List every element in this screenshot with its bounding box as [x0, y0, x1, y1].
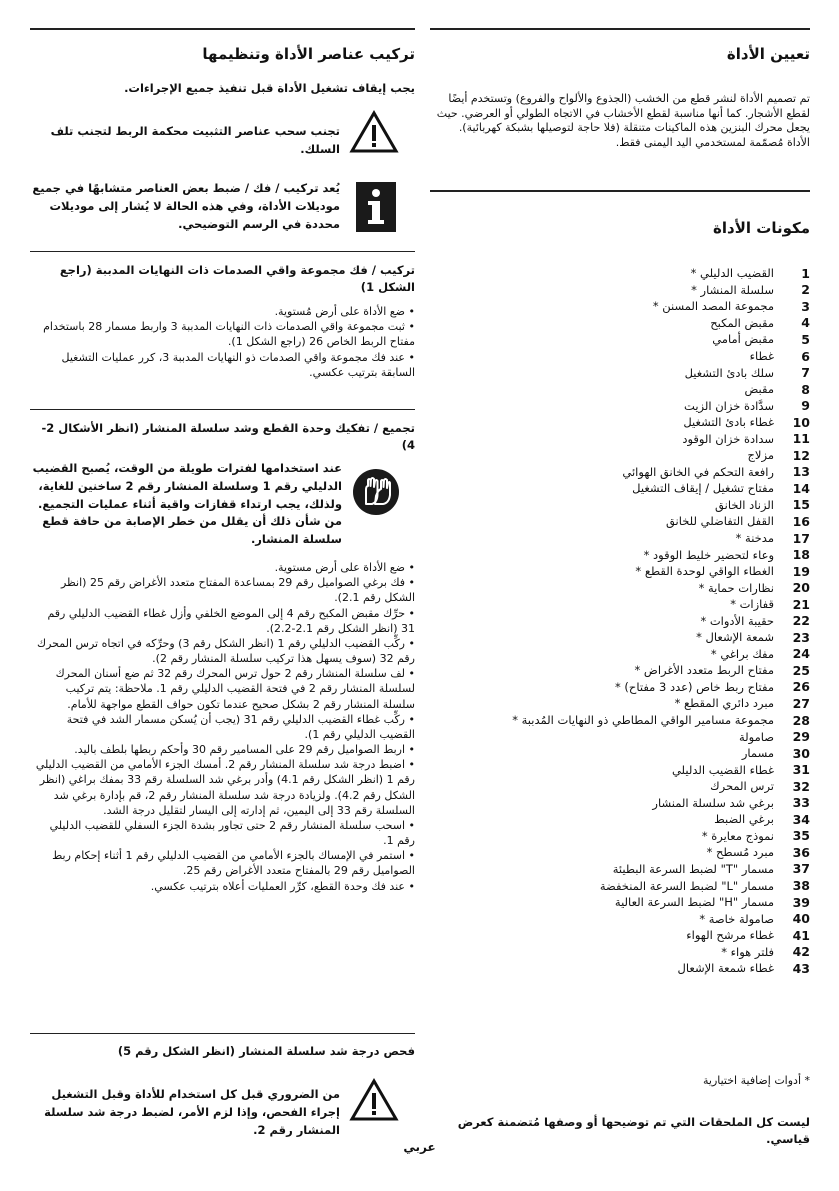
- component-number: 34: [792, 811, 810, 827]
- component-label: مقبض المكبح: [710, 315, 774, 330]
- component-item: [430, 464, 810, 481]
- component-label: مسمار "L" لضبط السرعة المنخفضة: [599, 878, 774, 893]
- divider-section1: [30, 251, 415, 252]
- purpose-title: تعيين الأداة: [726, 45, 810, 63]
- component-item: [430, 877, 810, 894]
- component-item: [430, 662, 810, 679]
- component-number: 18: [792, 547, 810, 563]
- component-item: [430, 381, 810, 398]
- component-label: مبرد دائري المقطع *: [674, 696, 774, 711]
- component-label: برغي الضبط: [714, 812, 774, 827]
- component-item: [430, 612, 810, 629]
- component-label: غطاء بادئ التشغيل: [683, 415, 774, 430]
- component-number: 35: [792, 828, 810, 844]
- purpose-paragraph: الأداة مُصمّمة لمستخدمي اليد اليمنى فقط.: [615, 135, 810, 149]
- component-label: مفتاح تشغيل / إيقاف التشغيل: [632, 481, 774, 496]
- component-number: 10: [792, 414, 810, 430]
- bullet-item: • ثبت مجموعة واقي الصدمات ذات النهايات المدببة 3 واربط مسمار 28 باستخدام مفتاح الربط الخاص 26 (راجع الشكل 1).: [30, 319, 415, 349]
- info-icon: [356, 182, 396, 232]
- component-number: 21: [792, 596, 810, 612]
- component-item: [430, 348, 810, 365]
- component-item: [430, 761, 810, 778]
- component-number: 20: [792, 580, 810, 596]
- warning-note-1: تجنب سحب عناصر التثبيت محكمة الربط لتجنب تلف السلك.: [50, 124, 340, 156]
- component-item: [430, 844, 810, 861]
- component-item: [430, 579, 810, 596]
- component-item: [430, 910, 810, 927]
- component-label: مسمار: [741, 746, 774, 761]
- warning-triangle-icon: [349, 1078, 399, 1122]
- divider-section2: [30, 409, 415, 410]
- component-number: 38: [792, 878, 810, 893]
- component-item: [430, 331, 810, 348]
- top-rule-left: [30, 28, 415, 30]
- component-item: [430, 646, 810, 663]
- component-number: 41: [792, 927, 810, 943]
- component-number: 2: [801, 282, 810, 298]
- divider-section3: [30, 1033, 415, 1034]
- component-item: [430, 861, 810, 878]
- component-item: [430, 298, 810, 315]
- component-number: 12: [792, 447, 810, 463]
- bullet-item: • لف سلسلة المنشار رقم 2 حول ترس المحرك رقم 32 ثم ضع أسنان المحرك لسلسلة المنشار رقم 2 في فتحة القضيب الدليلي رقم 1. ملاحظة: يتم تركيب سلسلة المنشار رقم 2 بشكل صحيح عندما تكون حواف القطع مواجهة للأمام.: [30, 666, 415, 712]
- component-label: سلك بادئ التشغيل: [684, 365, 774, 380]
- component-number: 8: [801, 381, 810, 397]
- component-label: مجموعة مسامير الواقي المطاطي ذو النهايات المُدببة *: [512, 713, 774, 728]
- section1-title: تركيب / فك مجموعة واقي الصدمات ذات النهايات المدببة (راجع الشكل 1): [59, 263, 415, 294]
- component-label: فلتر هواء *: [721, 944, 774, 959]
- component-number: 32: [792, 778, 810, 794]
- section2-title: تجميع / تفكيك وحدة القطع وشد سلسلة المنشار (انظر الأشكال 2-4): [41, 421, 415, 452]
- component-label: قفازات *: [730, 597, 774, 612]
- component-number: 42: [792, 944, 810, 960]
- warning-note-2: من الضروري قبل كل استخدام للأداة وقبل التشغيل إجراء الفحص، وإذا لزم الأمر، لضبط درجة شد سلسلة المنشار رقم 2.: [44, 1087, 340, 1137]
- components-list: [430, 265, 810, 977]
- component-item: [430, 728, 810, 745]
- bullet-item: • ركِّب القضيب الدليلي رقم 1 (انظر الشكل رقم 3) وحرِّكه في اتجاه ترس المحرك رقم 32 (سوف يسهل هذا تركيب سلسلة المنشار رقم 2).: [30, 636, 415, 666]
- component-label: حقيبة الأدوات *: [700, 613, 774, 628]
- component-item: [430, 480, 810, 497]
- component-item: [430, 894, 810, 911]
- component-item: [430, 960, 810, 977]
- component-label: مسمار "H" لضبط السرعة العالية: [614, 895, 774, 910]
- component-label: مزلاج: [747, 448, 774, 463]
- component-item: [430, 414, 810, 431]
- component-label: مسمار "T" لضبط السرعة البطيئة: [612, 861, 774, 876]
- component-item: [430, 943, 810, 960]
- component-number: 25: [792, 662, 810, 678]
- components-title: مكونات الأداة: [713, 219, 810, 237]
- component-label: سلسلة المنشار *: [691, 282, 774, 297]
- purpose-paragraph: تم تصميم الأداة لنشر قطع من الخشب (الجذوع والألواح والفروع) وتستخدم أيضًا لقطع الأشجار. كما أنها مناسبة لقطع الأخشاب في الاتجاه الطولي أو العرضي. حيث يجعل محرك البنزين هذه الماكينات متنقلة (فلا حاجة لتوصيلها بشبكة كهربائية).: [436, 92, 810, 135]
- component-label: مفتاح ربط خاص (عدد 3 مفتاح) *: [615, 679, 774, 694]
- bullet-item: • ركِّب غطاء القضيب الدليلي رقم 31 (يجب أن يُسكن مسمار الشد في فتحة القضيب الدليلي رقم 1).: [30, 712, 415, 742]
- component-label: القضيب الدليلي *: [690, 266, 774, 281]
- component-item: [430, 811, 810, 828]
- component-number: 1: [801, 265, 810, 281]
- component-label: وعاء لتحضير خليط الوقود *: [643, 547, 774, 562]
- component-label: غطاء القضيب الدليلي: [671, 762, 774, 777]
- assembly-intro: يجب إيقاف تشغيل الأداة قبل تنفيذ جميع الإجراءات.: [124, 81, 415, 95]
- section3-title: فحص درجة شد سلسلة المنشار (انظر الشكل رقم 5): [117, 1044, 415, 1058]
- component-item: [430, 447, 810, 464]
- component-label: الزناد الخانق: [715, 497, 774, 512]
- bullet-item: • عند فك مجموعة واقي الصدمات ذو النهايات المدببة 3، كرر عمليات التشغيل السابقة بترتيب عكسي.: [30, 350, 415, 380]
- optional-note: * أدوات إضافية اختيارية: [702, 1074, 810, 1087]
- component-label: القفل التفاضلي للخانق: [665, 514, 774, 529]
- section1-bullets: [30, 304, 415, 380]
- component-item: [430, 397, 810, 414]
- component-item: [430, 745, 810, 762]
- bullet-item: • اربط الصواميل رقم 29 على المسامير رقم 30 وأحكم ربطها بلطف باليد.: [30, 742, 415, 757]
- divider-components: [430, 190, 810, 192]
- footer-language: عربي: [403, 1140, 436, 1154]
- component-label: مقبض أمامي: [712, 332, 774, 347]
- component-item: [430, 778, 810, 795]
- component-number: 13: [792, 464, 810, 480]
- component-number: 9: [801, 398, 810, 414]
- component-item: [430, 828, 810, 845]
- component-label: صامولة: [738, 729, 774, 744]
- component-number: 22: [792, 613, 810, 629]
- component-number: 26: [792, 679, 810, 695]
- component-label: برغي شد سلسلة المنشار: [652, 795, 774, 810]
- component-label: صامولة خاصة *: [699, 911, 774, 926]
- bullet-item: • اسحب سلسلة المنشار رقم 2 حتى تجاور بشدة الجزء السفلي للقضيب الدليلي رقم 1.: [30, 818, 415, 848]
- component-number: 37: [792, 861, 810, 877]
- component-number: 19: [792, 563, 810, 579]
- component-number: 7: [801, 365, 810, 381]
- component-label: شمعة الإشعال *: [696, 630, 774, 645]
- component-item: [430, 364, 810, 381]
- component-number: 30: [792, 745, 810, 761]
- component-label: مفتاح الربط متعدد الأغراض *: [634, 663, 774, 678]
- component-item: [430, 513, 810, 530]
- component-label: سدَّادة خزان الزيت: [684, 398, 774, 413]
- component-number: 15: [792, 497, 810, 513]
- component-item: [430, 282, 810, 299]
- component-number: 39: [792, 894, 810, 910]
- component-label: مدخنة *: [735, 531, 774, 546]
- component-label: نموذج معايرة *: [701, 828, 774, 843]
- component-item: [430, 315, 810, 332]
- bullet-item: • ضع الأداة على أرض مُستوية.: [30, 304, 415, 319]
- component-item: [430, 546, 810, 563]
- component-item: [430, 629, 810, 646]
- bullet-item: • اضبط درجة شد سلسلة المنشار رقم 2. أمسك الجزء الأمامي من القضيب الدليلي رقم 1 (انظر الشكل رقم 4.1) وأدر برغي شد السلسلة رقم 33 بمفك براغي (انظر الشكل رقم 4.2). ولزيادة درجة شد سلسلة المنشار رقم 2، قم بإدارة برغي شد السلسلة رقم 33 إلى اليمين، ثم إدارته إلى اليسار لتقليل درجة الشد.: [30, 757, 415, 818]
- top-rule-right: [430, 28, 810, 30]
- bullet-item: • حرِّك مقبض المكبح رقم 4 إلى الموضع الخلفي وأزل غطاء القضيب الدليلي رقم 31 (انظر الشكل رقم 2.1-2.2).: [30, 606, 415, 636]
- component-label: سدادة خزان الوقود: [682, 431, 774, 446]
- component-number: 16: [792, 513, 810, 529]
- component-label: رافعة التحكم في الخانق الهوائي: [622, 464, 774, 479]
- component-number: 14: [792, 480, 810, 496]
- gloves-icon: [352, 468, 400, 516]
- component-item: [430, 679, 810, 696]
- component-number: 27: [792, 695, 810, 711]
- component-item: [430, 497, 810, 514]
- component-label: مفك براغي *: [710, 646, 774, 661]
- component-label: نظارات حماية *: [698, 580, 774, 595]
- component-number: 29: [792, 729, 810, 745]
- component-number: 6: [801, 348, 810, 364]
- component-number: 23: [792, 629, 810, 645]
- component-item: [430, 265, 810, 282]
- component-number: 36: [792, 844, 810, 860]
- component-number: 28: [792, 712, 810, 728]
- component-number: 43: [792, 960, 810, 976]
- component-number: 33: [792, 795, 810, 811]
- component-label: مبرد مُسطح *: [706, 845, 774, 860]
- component-label: غطاء مرشح الهواء: [686, 928, 774, 943]
- bullet-item: • عند فك وحدة القطع، كرِّر العمليات أعلاه بترتيب عكسي.: [30, 879, 415, 894]
- component-number: 5: [801, 331, 810, 347]
- component-label: الغطاء الواقي لوحدة القطع *: [635, 564, 774, 579]
- component-item: [430, 795, 810, 812]
- component-label: مقبض: [744, 382, 774, 397]
- bullet-item: • فك برغي الصواميل رقم 29 بمساعدة المفتاح متعدد الأغراض رقم 25 (انظر الشكل رقم 2.1).: [30, 575, 415, 605]
- component-label: مجموعة المصد المسنن *: [652, 299, 774, 314]
- section2-bullets: [30, 560, 415, 894]
- component-number: 4: [801, 315, 810, 331]
- bullet-item: • استمر في الإمساك بالجزء الأمامي من القضيب الدليلي رقم 1 أثناء إحكام ربط الصواميل رقم 29 بالمفتاح متعدد الأغراض رقم 25.: [30, 848, 415, 878]
- component-number: 17: [792, 530, 810, 546]
- component-number: 31: [792, 762, 810, 778]
- bullet-item: • ضع الأداة على أرض مستوية.: [30, 560, 415, 575]
- info-note-1: يُعد تركيب / فك / ضبط بعض العناصر متشابهًا في جميع موديلات الأداة، وفي هذه الحالة لا يُشار إلى موديلات محددة في الرسم التوضيحي.: [32, 181, 340, 231]
- component-number: 11: [792, 431, 810, 447]
- assembly-title: تركيب عناصر الأداة وتنظيمها: [202, 45, 415, 63]
- component-label: ترس المحرك: [710, 779, 774, 794]
- component-item: [430, 712, 810, 729]
- component-item: [430, 927, 810, 944]
- warning-triangle-icon: [349, 110, 399, 154]
- component-item: [430, 596, 810, 613]
- component-item: [430, 430, 810, 447]
- gloves-note: عند استخدامها لفترات طويلة من الوقت، يُصبح القضيب الدليلي رقم 1 وسلسلة المنشار رقم 2 ساخنين للغاية، ولذلك، يجب ارتداء قفازات واقية أثناء عمليات التجميع. من شأن ذلك أن يقلل من خطر الإصابة من حافة قطع سلسلة المنشار.: [32, 461, 342, 547]
- accessories-note: ليست كل الملحقات التي تم توضيحها أو وصفها مُتضمنة كعرض قياسي.: [457, 1115, 810, 1146]
- component-number: 24: [792, 646, 810, 662]
- component-item: [430, 530, 810, 547]
- component-label: غطاء شمعة الإشعال: [677, 961, 774, 976]
- component-item: [430, 695, 810, 712]
- component-item: [430, 563, 810, 580]
- component-number: 40: [792, 911, 810, 927]
- purpose-text: [430, 92, 810, 150]
- component-number: 3: [801, 298, 810, 314]
- component-label: غطاء: [749, 349, 774, 363]
